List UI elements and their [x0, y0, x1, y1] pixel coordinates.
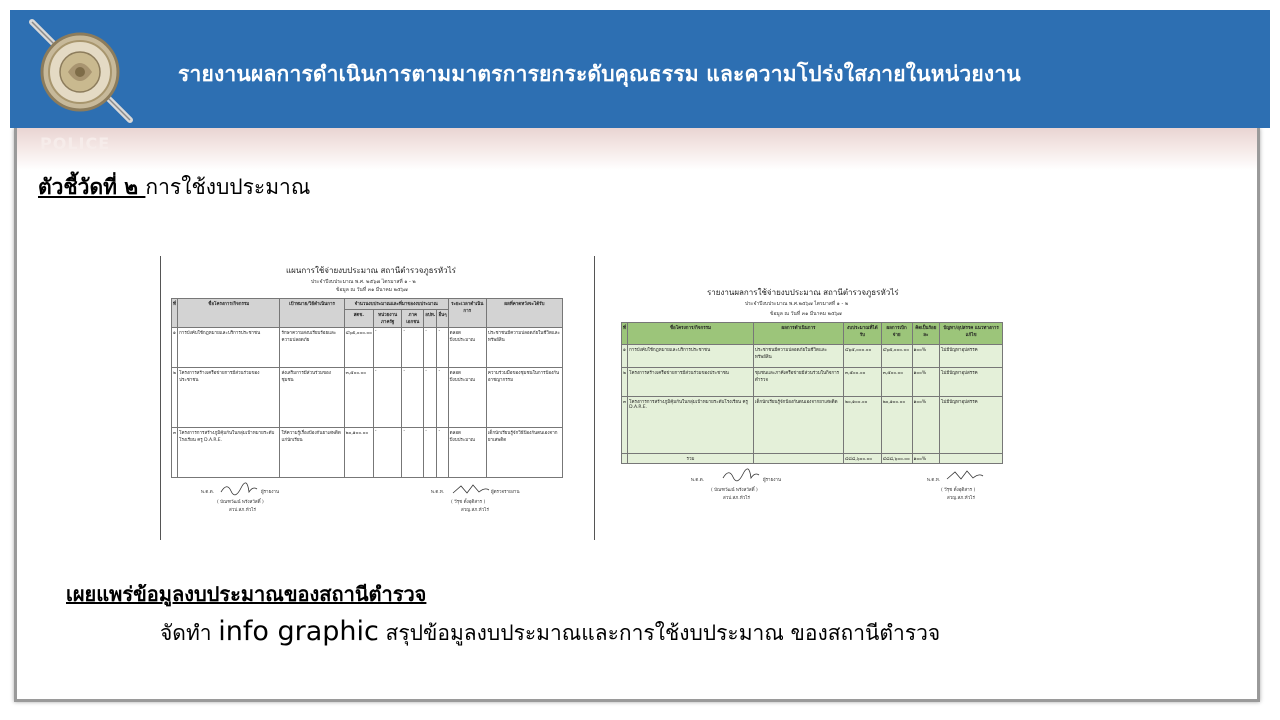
- table-header: ผลการเบิกจ่าย: [881, 323, 912, 345]
- table-total-row: [622, 453, 1003, 463]
- doc-right-subtitle1: ประจำปีงบประมาณ พ.ศ.๒๕๖๗ ไตรมาสที่ ๑ - ๒: [745, 301, 849, 307]
- table-cell: ๑๐๐%: [912, 367, 940, 396]
- table-cell: ให้ความรู้เรื่องป้องกันยาเสพติดแก่นักเรียน: [280, 428, 344, 478]
- table-cell: เด็กนักเรียนรู้จักวิธีป้องกันตนเองจากยาเสพติด: [486, 428, 562, 478]
- table-header: ระยะเวลาดำเนินการ: [448, 299, 486, 328]
- table-header: ภาคเอกชน: [402, 309, 424, 327]
- table-cell: ประชาชนมีความปลอดภัยในชีวิตและทรัพย์สิน: [753, 345, 843, 367]
- table-cell: ๑: [172, 328, 178, 368]
- sig-left-prefix: พ.ต.ต.: [201, 490, 215, 495]
- table-cell: ตลอดปีงบประมาณ: [448, 368, 486, 428]
- table-cell: [753, 453, 843, 463]
- table-header: หน่วยงานภาครัฐ: [373, 309, 401, 327]
- table-cell: ๓,๕๐๐.๐๐: [344, 368, 373, 428]
- table-row: [622, 345, 1003, 367]
- sig-right-name: ( วีรุช ดั้งอุดิสาร ): [941, 488, 976, 493]
- table-header: ชื่อโครงการ/กิจกรรม: [628, 323, 754, 345]
- doc-left-subtitle1: ประจำปีงบประมาณ พ.ศ. ๒๕๖๗ ไตรมาสที่ ๑ - ๒: [311, 279, 416, 285]
- table-cell: ตลอดปีงบประมาณ: [448, 328, 486, 368]
- table-header: ที่: [172, 299, 178, 328]
- total-spent: ๔๘๘,๖๐๐.๐๐: [881, 453, 912, 463]
- sig-left-prefix: พ.ต.ต.: [691, 478, 705, 483]
- table-cell: [940, 453, 1003, 463]
- table-header: คิดเป็นร้อยละ: [912, 323, 940, 345]
- table-cell: ๔๖๕,๐๐๐.๐๐: [881, 345, 912, 367]
- table-group-header: จำนวนงบประมาณและที่มาของงบประมาณ: [344, 299, 448, 310]
- table-cell: ๔๖๕,๐๐๐.๐๐: [344, 328, 373, 368]
- table-cell: ๒: [622, 367, 628, 396]
- table-cell: ๓: [622, 396, 628, 453]
- budget-plan-table: [171, 298, 563, 478]
- table-row: [622, 396, 1003, 453]
- table-cell: -: [373, 428, 401, 478]
- sig-left-name: ( บัณฑวัฒน์ พรังสวัสดิ์ ): [217, 500, 264, 505]
- table-cell: ส่งเสริมการมีส่วนร่วมของชุมชน: [280, 368, 344, 428]
- sig-left-org: สวป.สภ.หัวไร่: [723, 496, 750, 501]
- signature-scribble-left: [219, 482, 259, 496]
- table-row: [172, 428, 563, 478]
- table-header: ผลที่คาดหวังจะได้รับ: [486, 299, 562, 328]
- budget-report-table: [621, 322, 1003, 464]
- indicator-label: ตัวชี้วัดที่ ๒: [38, 175, 146, 199]
- table-header: เป้าหมาย/วิธีดำเนินการ: [280, 299, 344, 328]
- table-cell: ๒๐,๑๐๐.๐๐: [344, 428, 373, 478]
- table-cell: ประชาชนมีความปลอดภัยในชีวิตและทรัพย์สิน: [486, 328, 562, 368]
- table-cell: ชุมชนและภาคีเครือข่ายมีส่วนร่วมในกิจการตำรวจ: [753, 367, 843, 396]
- sig-right-role: ผู้ตรวจรายงาน: [491, 490, 520, 495]
- table-cell: -: [402, 328, 424, 368]
- total-percent: ๑๐๐%: [912, 453, 940, 463]
- table-header: สตช.: [344, 309, 373, 327]
- sig-right-name: ( วีรุช ดั้งอุดิสาร ): [451, 500, 486, 505]
- table-cell: -: [437, 428, 448, 478]
- table-header: ที่: [622, 323, 628, 345]
- police-emblem-icon: [18, 14, 138, 124]
- sig-right-org: สวญ.สภ.หัวไร่: [461, 508, 489, 513]
- signature-scribble-right: [451, 482, 491, 496]
- table-cell: ๑๐๐%: [912, 345, 940, 367]
- table-cell: การบังคับใช้กฎหมายและบริการประชาชน: [628, 345, 754, 367]
- sig-right-org: สวญ.สภ.หัวไร่: [947, 496, 975, 501]
- table-cell: ไม่มีปัญหาอุปสรรค: [940, 345, 1003, 367]
- table-cell: -: [437, 368, 448, 428]
- table-cell: ไม่มีปัญหาอุปสรรค: [940, 396, 1003, 453]
- police-watermark: POLICE: [40, 134, 111, 153]
- table-cell: ไม่มีปัญหาอุปสรรค: [940, 367, 1003, 396]
- table-cell: -: [424, 428, 437, 478]
- total-budget: ๔๘๘,๖๐๐.๐๐: [844, 453, 882, 463]
- indicator-heading: [38, 171, 310, 204]
- disclosure-title: เผยแพร่ข้อมูลงบประมาณของสถานีตำรวจ: [66, 582, 427, 606]
- table-row: [172, 328, 563, 368]
- table-header: ปัญหา/อุปสรรค แนวทางการแก้ไข: [940, 323, 1003, 345]
- table-header: ผลการดำเนินการ: [753, 323, 843, 345]
- table-header: อื่นๆ: [437, 309, 448, 327]
- table-row: [172, 368, 563, 428]
- table-cell: ๓: [172, 428, 178, 478]
- sig-left-role: ผู้รายงาน: [763, 478, 782, 483]
- table-row: [622, 367, 1003, 396]
- disclosure-text-before: จัดทำ: [160, 621, 219, 645]
- table-cell: โครงการการสร้างภูมิคุ้มกันในกลุ่มเป้าหมายระดับโรงเรียน ครู D.A.R.E.: [628, 396, 754, 453]
- table-header: ชื่อโครงการ/กิจกรรม: [178, 299, 280, 328]
- table-cell: ตลอดปีงบประมาณ: [448, 428, 486, 478]
- table-cell: -: [373, 328, 401, 368]
- table-cell: ๒๐,๑๐๐.๐๐: [881, 396, 912, 453]
- table-cell: -: [373, 368, 401, 428]
- disclosure-text: [160, 616, 940, 650]
- indicator-text: การใช้งบประมาณ: [145, 175, 311, 199]
- table-cell: โครงการการสร้างภูมิคุ้มกันในกลุ่มเป้าหมายระดับโรงเรียน ครู D.A.R.E.: [178, 428, 280, 478]
- page-title: รายงานผลการดำเนินการตามมาตรการยกระดับคุณธรรม และความโปร่งใสภายในหน่วยงาน: [178, 62, 1021, 86]
- budget-report-document: [594, 256, 1015, 540]
- table-cell: -: [437, 328, 448, 368]
- sig-left-name: ( บัณฑวัฒน์ พรังสวัสดิ์ ): [711, 488, 758, 493]
- total-label: รวม: [628, 453, 754, 463]
- table-cell: โครงการสร้างเครือข่ายการมีส่วนร่วมของประชาชน: [178, 368, 280, 428]
- table-cell: ๓,๕๐๐.๐๐: [881, 367, 912, 396]
- signature-scribble-right: [945, 468, 985, 482]
- sig-left-role: ผู้รายงาน: [261, 490, 280, 495]
- table-cell: ๓,๕๐๐.๐๐: [844, 367, 882, 396]
- table-cell: ๔๖๕,๐๐๐.๐๐: [844, 345, 882, 367]
- table-cell: ความร่วมมือของชุมชนในการป้องกันอาชญากรรม: [486, 368, 562, 428]
- header-fade: [17, 128, 1257, 170]
- doc-right-subtitle2: ข้อมูล ณ วันที่ ๓๑ มีนาคม ๒๕๖๗: [770, 311, 842, 317]
- disclosure-text-after: สรุปข้อมูลงบประมาณและการใช้งบประมาณ ของสถานีตำรวจ: [378, 621, 941, 645]
- table-cell: เด็กนักเรียนรู้จักป้องกันตนเองจากยาเสพติด: [753, 396, 843, 453]
- table-cell: -: [402, 428, 424, 478]
- table-cell: ๒: [172, 368, 178, 428]
- table-header: อปท.: [424, 309, 437, 327]
- table-cell: -: [402, 368, 424, 428]
- sig-right-prefix: พ.ต.ท.: [927, 478, 941, 483]
- sig-left-org: สวป.สภ.หัวไร่: [229, 508, 256, 513]
- budget-plan-document: [160, 256, 571, 540]
- doc-left-subtitle2: ข้อมูล ณ วันที่ ๓๑ มีนาคม ๒๕๖๗: [336, 287, 408, 293]
- table-cell: ๒๐,๑๐๐.๐๐: [844, 396, 882, 453]
- sig-right-prefix: พ.ต.ท.: [431, 490, 445, 495]
- table-cell: รักษาความสงบเรียบร้อยและความปลอดภัย: [280, 328, 344, 368]
- doc-left-title: แผนการใช้จ่ายงบประมาณ สถานีตำรวจภูธรหัวไร่: [286, 266, 456, 275]
- disclosure-highlight: info graphic: [218, 616, 379, 647]
- table-cell: ๑: [622, 345, 628, 367]
- table-cell: -: [424, 328, 437, 368]
- table-cell: โครงการสร้างเครือข่ายการมีส่วนร่วมของประชาชน: [628, 367, 754, 396]
- table-header: งบประมาณที่ได้รับ: [844, 323, 882, 345]
- table-cell: -: [424, 368, 437, 428]
- doc-right-title: รายงานผลการใช้จ่ายงบประมาณ สถานีตำรวจภูธรหัวไร่: [707, 288, 899, 297]
- signature-scribble-left: [721, 468, 761, 482]
- table-cell: การบังคับใช้กฎหมายและบริการประชาชน: [178, 328, 280, 368]
- table-cell: ๑๐๐%: [912, 396, 940, 453]
